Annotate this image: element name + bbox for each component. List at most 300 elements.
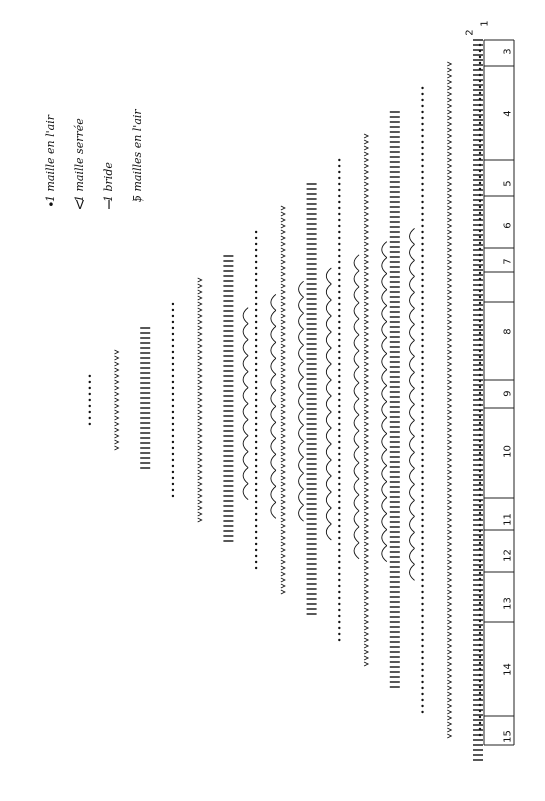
chain-stitch-dot (421, 363, 423, 365)
chain-stitch-dot (338, 489, 340, 491)
single-crochet-v (198, 278, 202, 282)
chain-loop-arc (271, 342, 276, 358)
single-crochet-v (447, 662, 451, 666)
chain-loop-arc (410, 532, 415, 548)
chain-loop-arc (354, 399, 359, 415)
legend-label: 5 mailles en l'air (131, 109, 144, 202)
chain-stitch-dot (255, 567, 257, 569)
chain-stitch-dot (255, 357, 257, 359)
single-crochet-v (447, 644, 451, 648)
chain-stitch-dot (338, 531, 340, 533)
base-chain-dot (479, 326, 481, 328)
chain-stitch-dot (338, 183, 340, 185)
chain-stitch-dot (421, 615, 423, 617)
chain-stitch-dot (338, 351, 340, 353)
chain-stitch-dot (338, 555, 340, 557)
single-crochet-v (281, 518, 285, 522)
single-crochet-v (447, 530, 451, 534)
base-chain-dot (479, 692, 481, 694)
chain-stitch-dot (172, 429, 174, 431)
single-crochet-v (364, 338, 368, 342)
base-chain-dot (479, 320, 481, 322)
chain-stitch-dot (421, 129, 423, 131)
single-crochet-v (447, 434, 451, 438)
chain-stitch-dot (421, 645, 423, 647)
chain-stitch-dot (421, 99, 423, 101)
single-crochet-v (281, 320, 285, 324)
base-chain-dot (479, 710, 481, 712)
chain-stitch-dot (338, 471, 340, 473)
chain-stitch-dot (421, 357, 423, 359)
single-crochet-v (447, 74, 451, 78)
chain-stitch-dot (255, 531, 257, 533)
single-crochet-v (198, 404, 202, 408)
single-crochet-v (447, 176, 451, 180)
base-chain-dot (479, 104, 481, 106)
chain-stitch-dot (338, 513, 340, 515)
single-crochet-v (198, 398, 202, 402)
single-crochet-v (198, 482, 202, 486)
single-crochet-v (281, 446, 285, 450)
chain-stitch-dot (338, 483, 340, 485)
row-label-3: 3 (502, 48, 514, 55)
single-crochet-v (364, 398, 368, 402)
chain-loop-arc (410, 308, 415, 324)
single-crochet-v (447, 230, 451, 234)
single-crochet-v (364, 368, 368, 372)
single-crochet-v (447, 194, 451, 198)
base-chain-dot (479, 236, 481, 238)
chain-stitch-dot (421, 525, 423, 527)
chain-loop-arc (354, 431, 359, 447)
single-crochet-v (198, 326, 202, 330)
chain-stitch-dot (255, 237, 257, 239)
single-crochet-v (447, 236, 451, 240)
single-crochet-v (281, 338, 285, 342)
single-crochet-v (364, 422, 368, 426)
chain-stitch-dot (338, 477, 340, 479)
chain-stitch-dot (421, 339, 423, 341)
chain-stitch-dot (338, 549, 340, 551)
chain-stitch-dot (255, 417, 257, 419)
base-chain-dot (479, 398, 481, 400)
single-crochet-v (364, 578, 368, 582)
chain-stitch-dot (338, 315, 340, 317)
base-chain-dot (479, 446, 481, 448)
chain-stitch-dot (421, 621, 423, 623)
single-crochet-v (447, 464, 451, 468)
single-crochet-v (447, 500, 451, 504)
base-chain-dot (479, 272, 481, 274)
chain-stitch-dot (255, 405, 257, 407)
single-crochet-v (447, 698, 451, 702)
single-crochet-v (281, 566, 285, 570)
single-crochet-v (447, 404, 451, 408)
base-chain-dot (479, 638, 481, 640)
chain-loop-arc (299, 425, 304, 441)
base-chain-dot (479, 386, 481, 388)
base-chain-dot (479, 392, 481, 394)
single-crochet-v (114, 392, 118, 396)
chain-stitch-dot (338, 249, 340, 251)
base-chain-dot (479, 212, 481, 214)
single-crochet-v (447, 326, 451, 330)
chain-stitch-dot (421, 165, 423, 167)
chain-stitch-dot (255, 231, 257, 233)
chain-loop-arc (326, 396, 331, 412)
chain-loop-arc (271, 502, 276, 518)
chain-stitch-dot (421, 153, 423, 155)
row-label-11: 11 (502, 513, 514, 526)
single-crochet-v (447, 440, 451, 444)
chain-stitch-dot (421, 117, 423, 119)
base-chain-dot (479, 122, 481, 124)
single-crochet-v (281, 212, 285, 216)
single-crochet-v (447, 716, 451, 720)
legend-label: 1 bride (102, 162, 115, 202)
single-crochet-v (281, 398, 285, 402)
single-crochet-v (447, 356, 451, 360)
single-crochet-v (198, 452, 202, 456)
single-crochet-v (364, 434, 368, 438)
single-crochet-v (447, 722, 451, 726)
single-crochet-v (114, 440, 118, 444)
legend-item-double-crochet (98, 72, 120, 212)
chain-stitch-dot (421, 285, 423, 287)
base-chain-dot (479, 260, 481, 262)
chain-stitch-dot (421, 189, 423, 191)
chain-stitch-dot (421, 627, 423, 629)
single-crochet-v (364, 554, 368, 558)
chain-loop-arc (299, 377, 304, 393)
single-crochet-v (364, 506, 368, 510)
base-chain-dot (479, 602, 481, 604)
base-chain-dot (479, 650, 481, 652)
chain-stitch-dot (89, 405, 91, 407)
single-crochet-v (281, 230, 285, 234)
chain-stitch-dot (338, 519, 340, 521)
single-crochet-v (447, 260, 451, 264)
chain-loop-arc (326, 412, 331, 428)
chain-loop-arc (382, 434, 387, 450)
single-crochet-v (364, 326, 368, 330)
base-chain-dot (479, 518, 481, 520)
single-crochet-v (114, 422, 118, 426)
chain-loop-arc (326, 444, 331, 460)
chain-stitch-dot (421, 207, 423, 209)
base-chain-dot (479, 416, 481, 418)
chain-stitch-dot (255, 285, 257, 287)
chain-stitch-dot (255, 561, 257, 563)
single-crochet-v (447, 122, 451, 126)
chain-stitch-dot (421, 231, 423, 233)
chain-loop-arc (243, 356, 248, 372)
chain-stitch-dot (172, 393, 174, 395)
single-crochet-v (198, 338, 202, 342)
chain-loop-arc (243, 404, 248, 420)
single-crochet-v (364, 572, 368, 576)
base-chain-dot (479, 206, 481, 208)
single-crochet-v (114, 386, 118, 390)
chain-loop-arc (299, 345, 304, 361)
chain-loop-arc (354, 495, 359, 511)
base-chain-dot (479, 314, 481, 316)
single-crochet-v (198, 458, 202, 462)
chain-loop-arc (299, 489, 304, 505)
chain-stitch-dot (338, 243, 340, 245)
single-crochet-v (364, 158, 368, 162)
arc-chain-loop-icon: ⌒ (131, 198, 144, 212)
chain-loop-arc (410, 340, 415, 356)
base-chain-dot (479, 620, 481, 622)
chain-loop-arc (271, 406, 276, 422)
chain-stitch-dot (255, 279, 257, 281)
chain-stitch-dot (421, 309, 423, 311)
single-crochet-v (364, 386, 368, 390)
chain-stitch-dot (421, 549, 423, 551)
chain-loop-arc (354, 383, 359, 399)
chain-stitch-dot (89, 399, 91, 401)
chain-loop-arc (382, 498, 387, 514)
single-crochet-v (447, 188, 451, 192)
legend-label: 1 maille en l'air (44, 114, 57, 202)
chain-stitch-dot (421, 351, 423, 353)
chain-stitch-dot (255, 525, 257, 527)
single-crochet-v (281, 458, 285, 462)
chain-stitch-dot (338, 579, 340, 581)
single-crochet-v (364, 362, 368, 366)
single-crochet-v (447, 218, 451, 222)
single-crochet-v (364, 644, 368, 648)
chain-stitch-dot (338, 435, 340, 437)
base-chain-dot (479, 524, 481, 526)
single-crochet-v (281, 560, 285, 564)
single-crochet-v (447, 512, 451, 516)
chain-stitch-dot (255, 489, 257, 491)
single-crochet-v (364, 500, 368, 504)
chain-stitch-dot (338, 171, 340, 173)
chain-loop-arc (243, 484, 248, 500)
single-crochet-v (281, 260, 285, 264)
chain-stitch-dot (421, 297, 423, 299)
chain-loop-arc (299, 441, 304, 457)
single-crochet-v (364, 248, 368, 252)
chain-loop-arc (326, 284, 331, 300)
chain-stitch-dot (255, 375, 257, 377)
single-crochet-v (447, 266, 451, 270)
base-chain-dot (479, 482, 481, 484)
chain-stitch-dot (421, 609, 423, 611)
single-crochet-v (364, 182, 368, 186)
single-crochet-v (364, 392, 368, 396)
single-crochet-v (364, 494, 368, 498)
single-crochet-v (281, 314, 285, 318)
base-chain-dot (479, 632, 481, 634)
row-label-1: 1 (479, 20, 491, 27)
chain-stitch-dot (172, 339, 174, 341)
row-label-10: 10 (502, 445, 514, 458)
chain-stitch-dot (421, 591, 423, 593)
base-chain-dot (479, 374, 481, 376)
row-label-5: 5 (502, 180, 514, 187)
chain-stitch-dot (255, 345, 257, 347)
single-crochet-v (198, 500, 202, 504)
single-crochet-v (447, 494, 451, 498)
single-crochet-v (364, 530, 368, 534)
base-chain-dot (479, 278, 481, 280)
single-crochet-v (364, 242, 368, 246)
single-crochet-v (364, 476, 368, 480)
single-crochet-v (447, 602, 451, 606)
chain-stitch-dot (172, 435, 174, 437)
chain-stitch-dot (172, 369, 174, 371)
chain-stitch-dot (172, 345, 174, 347)
single-crochet-v (447, 182, 451, 186)
row-label-15: 15 (502, 730, 514, 743)
single-crochet-v (281, 464, 285, 468)
legend-item-chain-loop (127, 72, 149, 212)
chain-loop-arc (382, 290, 387, 306)
single-crochet-v (364, 440, 368, 444)
single-crochet-v (114, 416, 118, 420)
single-crochet-v (447, 458, 451, 462)
chain-stitch-dot (338, 357, 340, 359)
single-crochet-v (198, 362, 202, 366)
single-crochet-v (364, 320, 368, 324)
base-chain-dot (479, 590, 481, 592)
chain-stitch-dot (338, 621, 340, 623)
chain-stitch-dot (421, 375, 423, 377)
single-crochet-v (447, 158, 451, 162)
chain-stitch-dot (338, 567, 340, 569)
chain-stitch-dot (421, 453, 423, 455)
single-crochet-v (447, 98, 451, 102)
base-chain-dot (479, 338, 481, 340)
single-crochet-v (364, 266, 368, 270)
chain-loop-arc (382, 354, 387, 370)
chain-stitch-dot (338, 585, 340, 587)
base-chain-dot (479, 242, 481, 244)
single-crochet-v (447, 308, 451, 312)
single-crochet-v (114, 368, 118, 372)
single-crochet-v (114, 380, 118, 384)
chain-stitch-dot (255, 555, 257, 557)
base-chain-dot (479, 44, 481, 46)
base-chain-dot (479, 554, 481, 556)
chain-stitch-dot (255, 261, 257, 263)
single-crochet-v (281, 470, 285, 474)
chain-stitch-dot (338, 159, 340, 161)
chain-stitch-dot (172, 465, 174, 467)
single-crochet-v (364, 590, 368, 594)
single-crochet-v (281, 290, 285, 294)
single-crochet-v (364, 458, 368, 462)
single-crochet-v (281, 254, 285, 258)
chain-stitch-dot (338, 639, 340, 641)
base-chain-dot (479, 182, 481, 184)
single-crochet-v (447, 62, 451, 66)
chain-loop-arc (271, 422, 276, 438)
base-chain-dot (479, 194, 481, 196)
chain-loop-arc (299, 361, 304, 377)
single-crochet-v (198, 464, 202, 468)
single-crochet-v (447, 590, 451, 594)
chain-loop-arc (410, 260, 415, 276)
chain-stitch-dot (421, 321, 423, 323)
single-crochet-v (447, 248, 451, 252)
chain-loop-arc (326, 476, 331, 492)
chain-stitch-dot (421, 495, 423, 497)
chain-stitch-dot (89, 411, 91, 413)
chain-loop-arc (382, 546, 387, 562)
single-crochet-v (447, 608, 451, 612)
chain-loop-arc (382, 482, 387, 498)
single-crochet-v (447, 584, 451, 588)
single-crochet-v (281, 380, 285, 384)
chain-stitch-dot (421, 651, 423, 653)
single-crochet-v (447, 104, 451, 108)
single-crochet-v (281, 548, 285, 552)
chain-stitch-dot (172, 309, 174, 311)
chain-stitch-dot (421, 681, 423, 683)
base-chain-dot (479, 704, 481, 706)
single-crochet-v (364, 626, 368, 630)
chain-stitch-dot (338, 255, 340, 257)
base-chain-dot (479, 536, 481, 538)
chain-stitch-dot (89, 381, 91, 383)
chain-stitch-dot (338, 333, 340, 335)
single-crochet-v (364, 608, 368, 612)
chain-stitch-dot (421, 441, 423, 443)
chain-loop-arc (243, 452, 248, 468)
single-crochet-v (281, 404, 285, 408)
base-chain-dot (479, 56, 481, 58)
single-crochet-v (364, 542, 368, 546)
chain-stitch-dot (421, 465, 423, 467)
single-crochet-v (198, 356, 202, 360)
single-crochet-v (447, 140, 451, 144)
single-crochet-v (198, 476, 202, 480)
chain-stitch-dot (172, 405, 174, 407)
chain-loop-arc (243, 436, 248, 452)
chain-stitch-dot (255, 387, 257, 389)
chain-loop-arc (243, 308, 248, 324)
row-label-2: 2 (464, 29, 476, 36)
chain-loop-arc (382, 466, 387, 482)
chain-loop-arc (271, 374, 276, 390)
single-crochet-v (281, 530, 285, 534)
single-crochet-v (364, 350, 368, 354)
chain-stitch-dot (421, 537, 423, 539)
single-crochet-v (281, 308, 285, 312)
single-crochet-v (281, 278, 285, 282)
chain-stitch-dot (421, 201, 423, 203)
single-crochet-v (364, 614, 368, 618)
base-chain-dot (479, 584, 481, 586)
chain-stitch-dot (172, 441, 174, 443)
base-chain-dot (479, 734, 481, 736)
single-crochet-v (364, 188, 368, 192)
single-crochet-v (114, 398, 118, 402)
chain-loop-arc (243, 388, 248, 404)
chain-stitch-dot (338, 345, 340, 347)
chain-stitch-dot (255, 513, 257, 515)
single-crochet-v (447, 380, 451, 384)
chain-stitch-dot (172, 351, 174, 353)
chain-stitch-dot (421, 573, 423, 575)
chain-stitch-dot (255, 453, 257, 455)
chain-stitch-dot (338, 597, 340, 599)
